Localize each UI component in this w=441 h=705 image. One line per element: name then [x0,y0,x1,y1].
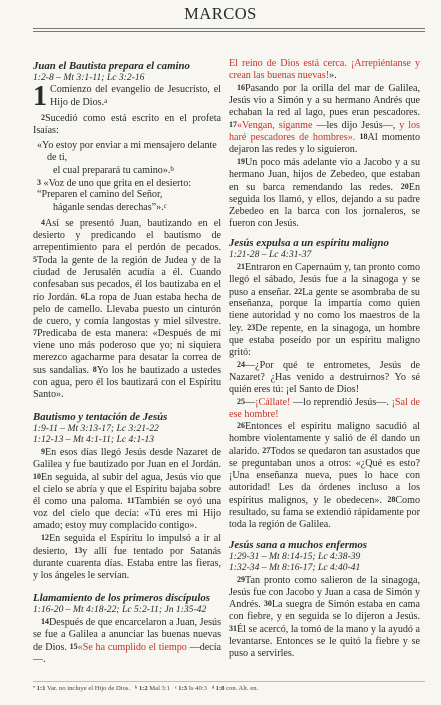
words-of-jesus: El reino de Dios está cerca. ¡Arrepiéntanse y crean las buenas nuevas! [229,58,420,81]
words-of-jesus: «Vengan, síganme [237,119,313,131]
quote-line: «Yo estoy por enviar a mi mensajero delante de ti, [37,139,217,163]
words-of-jesus: ¡Cállate! [255,396,291,408]
quote-line: háganle sendas derechas”».c [53,202,167,214]
cross-reference: 1:12-13 – Mt 4:1-11; Lc 4:1-13 [33,433,155,445]
verses-9-13: 9En esos días llegó Jesús desde Nazaret de Galilea y fue bautizado por Juan en el Jordán. 10En seguida, al subir del agua, Jesús vio que el cielo se abría y que el Espíritu bajaba sobre él como una paloma. 11También se oyó una voz del cielo que decía: «Tú eres mi Hijo amado; estoy muy complacido contigo». [33,446,221,532]
footnotes: ª 1:1 Var. no incluye el Hijo de Dios. ᵇ 1:2 Mal 3:1 ᶜ 1:3 Is 40:3 ᵈ 1:8 con. Alt. en. [33,685,259,692]
verses-16-18: 16Pasando por la orilla del mar de Galilea, Jesús vio a Simón y a su hermano Andrés que echaban la red al lago, pues eran pescadores. 17«Vengan, síganme —les dijo Jesús—, y los haré pescadores de hombres». 18Al momento dejaron las redes y lo siguieron. [229,82,421,156]
section-heading: Bautismo y tentación de Jesús [33,410,168,423]
chapter-number: 1 [33,81,47,112]
quote-line: el cual preparará tu camino».b [53,164,174,176]
verse-15-cont: El reino de Dios está cerca. ¡Arrepiéntanse y crean las buenas nuevas!». [229,58,420,81]
verses-19-20: 19Un poco más adelante vio a Jacobo y a su hermano Juan, hijos de Zebedeo, que estaban en su barca remendando las redes. 20En seguida los llamó, y ellos, dejando a su padre Zebedeo en la barca con los jornaleros, se fueron con Jesús. [229,157,420,229]
page-title: MARCOS [184,4,257,23]
cross-reference: 1:16-20 – Mt 4:18-22; Lc 5:2-11; Jn 1:35-42 [33,603,207,615]
verses-14-15: 14Después de que encarcelaron a Juan, Jesús se fue a Galilea a anunciar las buenas nuevas de Dios. 15«Se ha cumplido el tiempo —decía—. [33,616,221,665]
words-of-jesus: «Se ha cumplido el tiempo [77,641,187,653]
quote-line: “Preparen el camino del Señor, [37,189,163,201]
verses-4-8: 4Así se presentó Juan, bautizando en el desierto y predicando el bautismo de arrepentimiento para el perdón de pecados. 5Toda la gente de la región de Judea y de la ciudad de Jerusalén acudía a él. Cuando confesaban sus pecados, él los bautizaba en el río Jordán. 6La ropa de Juan estaba hecha de pelo de camello. Llevaba puesto un cinturón de cuero, y comía langostas y miel silvestre. 7Predicaba de esta manera: «Después de mí viene uno más poderoso que yo; ni siquiera merezco agacharme para desatar la correa de sus sandalias. 8Yo los he bautizado a ustedes con agua, pero él los bautizará con el Espíritu Santo». [33,218,222,400]
header-divider-bottom [33,31,425,32]
verse-2: 2Sucedió como está escrito en el profeta Isaías: [33,113,221,136]
left-column: Juan el Bautista prepara el camino 1:2-8 – Mt 3:1-11; Lc 3:2-16 1 Comienzo del evangelio de Jesucristo, el Hijo de Dios.a 2Sucedió como está escrito en el profeta Isaías: «Yo estoy por enviar a mi mensajero delante de ti, el cual preparará tu camino».b 3 «Voz de uno que grita en el desierto: “Preparen el camino del Señor, háganle sendas derechas”».c 4Así se presentó Juan, bautizando en el desierto y predicando el bautismo de arrepentimiento para el perdón de pecados. 5Toda la gente de la región de Judea y de la ciudad de Jerusalén acudía a él. Cuando confesaban sus pecados, él los bautizaba en el río Jordán. 6La ropa de Juan estaba hecha de pelo de camello. Llevaba puesto un cinturón de cuero, y comía langostas y miel silvestre. 7Predicaba de esta manera: «Después de mí viene uno más poderoso que yo; ni siquiera merezco agacharme para desatar la correa de sus sandalias. 8Yo los he bautizado a ustedes con agua, pero él los bautizará con el Espíritu Santo». Bautismo y tentación de Jesús 1:9-11 – Mt 3:13-17; Lc 3:21-22 1:12-13 – Mt 4:1-11; Lc 4:1-13 9En esos días llegó Jesús desde Nazaret de Galilea y fue bautizado por Juan en el Jordán. 10En seguida, al subir del agua, Jesús vio que el cielo se abría y que el Espíritu bajaba sobre él como una paloma. 11También se oyó una voz del cielo que decía: «Tú eres mi Hijo amado; estoy muy complacido contigo». 12En seguida el Espíritu lo impulsó a ir al desierto, 13y allí fue tentado por Satanás durante cuarenta días. Estaba entre las fieras, y los ángeles le servían. Llamamiento de los primeros discípulos 1:16-20 – Mt 4:18-22; Lc 5:2-11; Jn 1:35-42 14Después de que encarcelaron a Juan, Jesús se fue a Galilea a anunciar las buenas nuevas de Dios. 15«Se ha cumplido el tiempo —decía—. [33,60,222,665]
words-of-jesus: y los haré pescadores de hombres». [229,119,420,144]
section-heading: Llamamiento de los primeros discípulos [33,591,210,604]
verses-26-28: 26Entonces el espíritu maligno sacudió al hombre violentamente y salió de él dando un alarido. 27Todos se quedaron tan asustados que se preguntaban unos a otros: «¿Qué es esto? ¡Una enseñanza nueva, pues lo hace con autoridad! Les da órdenes incluso a los espíritus malignos, y le obedecen». 28Como resultado, su fama se extendió rápidamente por toda la región de Galilea. [229,421,420,530]
footnote-divider [33,681,425,682]
verse-25: 25—¡Cállate! —lo reprendió Jesús—. ¡Sal de ese hombre! [229,396,420,420]
cross-reference: 1:9-11 – Mt 3:13-17; Lc 3:21-22 [33,422,159,434]
quote-line: 3 «Voz de uno que grita en el desierto: [37,177,192,189]
verses-29-31: 29Tan pronto como salieron de la sinagoga, Jesús fue con Jacobo y Juan a casa de Simón y Andrés. 30La suegra de Simón estaba en cama con fiebre, y en seguida se lo dijeron a Jesús. 31Él se acercó, la tomó de la mano y la ayudó a levantarse. Entonces se le quitó la fiebre y se puso a servirles. [229,574,420,660]
header-divider-top [33,28,425,29]
section-heading: Jesús expulsa a un espíritu maligno [229,236,389,249]
quotation [37,140,221,214]
section-heading: Juan el Bautista prepara el camino [33,60,190,72]
cross-reference: 1:32-34 – Mt 8:16-17; Lc 4:40-41 [229,561,361,573]
words-of-jesus: ¡Sal de ese hombre! [229,396,420,420]
cross-reference: 1:21-28 – Lc 4:31-37 [229,248,312,260]
cross-reference: 1:2-8 – Mt 3:1-11; Lc 3:2-16 [33,72,145,83]
section-heading: Jesús sana a muchos enfermos [229,538,367,551]
right-column [229,58,420,660]
cross-reference: 1:29-31 – Mt 8:14-15; Lc 4:38-39 [229,550,361,562]
verses-21-23: 21Entraron en Capernaúm y, tan pronto como llegó el sábado, Jesús fue a la sinagoga y se puso a enseñar. 22La gente se asombraba de su enseñanza, porque la impartía como quien tiene autoridad y no como los maestros de la ley. 23De repente, en la sinagoga, un hombre que estaba poseído por un espíritu maligno gritó: [229,261,420,359]
verse-1: 1 Comienzo del evangelio de Jesucristo, el Hijo de Dios.a [33,81,221,112]
verse-24: 24—¿Por qué te entrometes, Jesús de Nazaret? ¿Has venido a destruirnos? Yo sé quién eres tú: ¡el Santo de Dios! [229,359,420,395]
